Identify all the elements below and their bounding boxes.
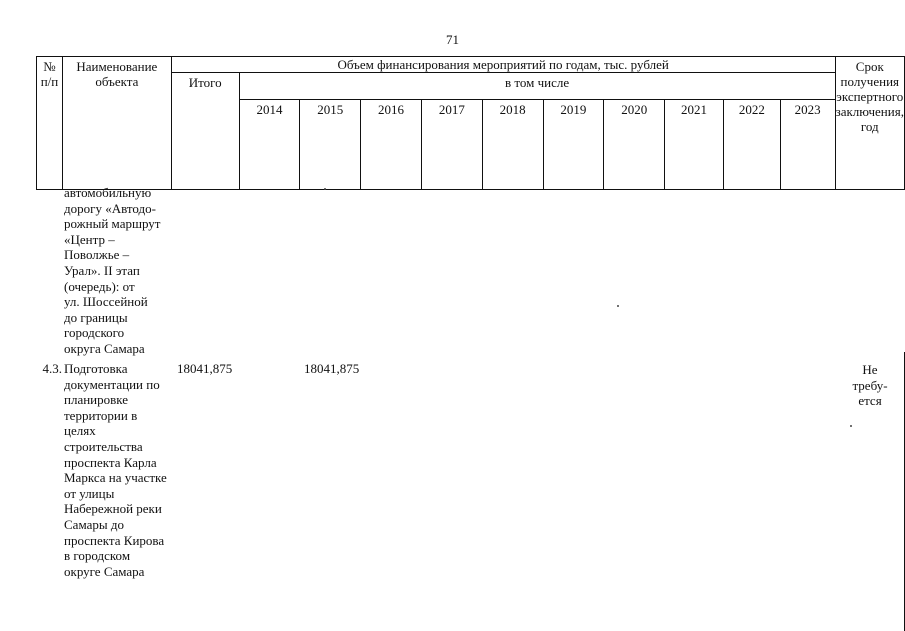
- name-line: проспекта Карла: [64, 454, 157, 470]
- header-year-2020: 2020: [604, 100, 665, 190]
- header-year-2015: 2015: [300, 100, 361, 190]
- name-line: автомобильную: [64, 185, 152, 200]
- deadline-line: ется: [858, 393, 882, 409]
- header-year-2017: 2017: [421, 100, 482, 190]
- row-name: [64, 361, 172, 579]
- name-line: документации по: [64, 376, 160, 392]
- row-total-amount: 18041,875: [177, 361, 233, 376]
- name-line: Маркса на участке: [64, 470, 167, 486]
- row-2015-amount: 18041,875: [304, 361, 360, 376]
- header-total: Итого: [171, 73, 239, 190]
- name-line: Набережной реки: [64, 501, 162, 517]
- header-financing: Объем финансирования мероприятий по годам, тыс. рублей: [171, 57, 835, 73]
- name-line: Поволжье –: [64, 247, 130, 263]
- row-deadline: [843, 362, 897, 409]
- page-number: 71: [446, 32, 459, 47]
- header-year-2023: 2023: [780, 100, 835, 190]
- name-line: проспекта Кирова: [64, 532, 165, 548]
- name-line: строительства: [64, 438, 143, 454]
- name-line: Подготовка: [64, 361, 128, 376]
- header-year-2018: 2018: [482, 100, 543, 190]
- name-line: от улицы: [64, 485, 115, 501]
- header-year-2022: 2022: [723, 100, 780, 190]
- name-line: ул. Шоссейной: [64, 294, 148, 310]
- row-number: 4.3.: [42, 361, 62, 376]
- name-line: «Центр –: [64, 231, 115, 247]
- name-line: рожный маршрут: [64, 216, 161, 232]
- name-line: до границы: [64, 309, 128, 325]
- scan-speck: [617, 305, 619, 307]
- header-num: № п/п: [37, 57, 63, 190]
- header-name: Наименование объекта: [62, 57, 171, 190]
- row-continued-name: [64, 185, 172, 357]
- header-year-2019: 2019: [543, 100, 604, 190]
- name-line: Самары до: [64, 516, 124, 532]
- name-line: округа Самара: [64, 340, 145, 356]
- name-line: планировке: [64, 392, 129, 408]
- name-line: целях: [64, 423, 96, 439]
- table-header: [36, 56, 905, 190]
- header-year-2014: 2014: [239, 100, 300, 190]
- header-including: в том числе: [239, 73, 835, 100]
- deadline-line: требу-: [852, 377, 888, 393]
- name-line: в городском: [64, 548, 131, 564]
- header-year-2016: 2016: [361, 100, 422, 190]
- name-line: территории в: [64, 407, 138, 423]
- scan-speck: [324, 188, 326, 190]
- name-line: округе Самара: [64, 563, 145, 579]
- name-line: дорогу «Автодо-: [64, 200, 156, 216]
- name-line: (очередь): от: [64, 278, 135, 294]
- header-deadline: Срок получения экспертного заключения, год: [835, 57, 904, 190]
- name-line: Урал». II этап: [64, 262, 140, 278]
- header-year-2021: 2021: [665, 100, 724, 190]
- deadline-line: Не: [862, 362, 878, 377]
- name-line: городского: [64, 325, 125, 341]
- scan-speck: [850, 425, 852, 427]
